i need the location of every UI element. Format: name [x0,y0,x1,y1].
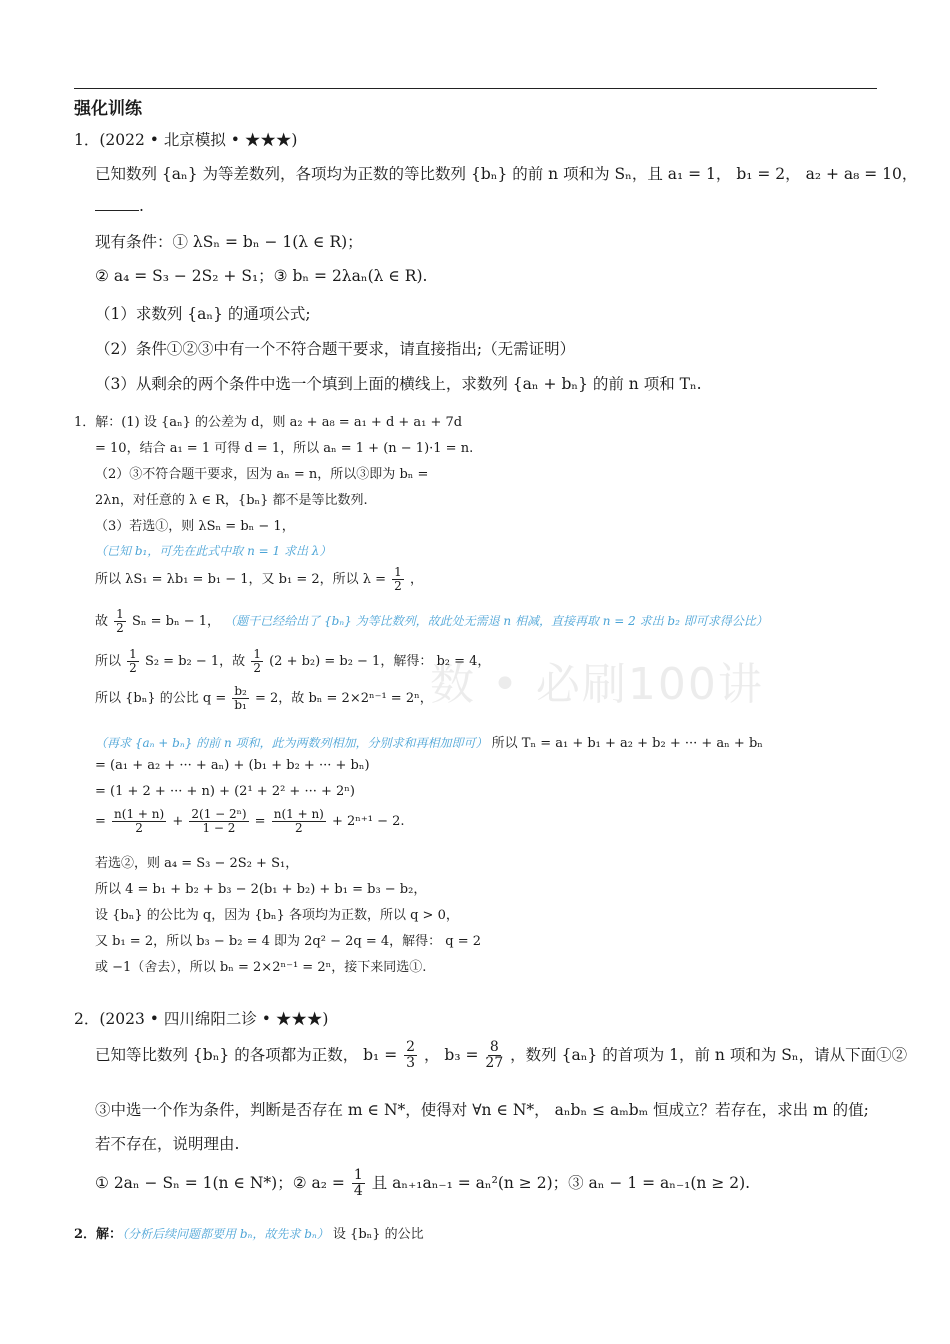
solution1-line-11: = (a₁ + a₂ + ··· + aₙ) + (b₁ + b₂ + ··· + bₙ) [95,758,370,773]
fraction-one-half: $\frac{1}{2}$ [116,607,124,636]
fraction-one-half: $\frac{1}{2}$ [129,647,137,676]
problem1-statement: 已知数列 {aₙ} 为等差数列，各项均为正数的等比数列 {bₙ} 的前 n 项和为 Sₙ，且 a₁ = 1， b₁ = 2， a₂ + a₈ = 10， [95,165,918,183]
problem1-question-3: （3）从剩余的两个条件中选一个填到上面的横线上，求数列 {aₙ + bₙ} 的前 n 项和 Tₙ. [95,375,702,393]
fraction-one-quarter: $\frac{1}{4}$ [353,1167,363,1200]
solution1-line-15: 所以 4 = b₁ + b₂ + b₃ − 2(b₁ + b₂) + b₁ = b₃ − b₂， [95,882,427,897]
solution1-note-3: （再求 {aₙ + bₙ} 的前 n 项和，此为两数列相加，分别求和再相加即可） [95,736,488,750]
solution1-line-2: = 10，结合 a₁ = 1 可得 d = 1，所以 aₙ = 1 + (n − 1)·1 = n. [95,441,474,456]
solution1-line-14: 若选②，则 a₄ = S₃ − 2S₂ + S₁， [95,856,299,871]
header-rule [74,88,877,89]
problem2-header: 2．(2023 • 四川绵阳二诊 • ★★★) [74,1010,329,1028]
fraction-sum-n: $\frac{n(1 + n)}{2}$ [114,807,165,836]
fraction-sum-n-result: $\frac{n(1 + n)}{2}$ [273,807,324,836]
watermark: 数 • 必刷100讲 [430,659,764,710]
answer-blank [95,196,139,211]
problem1-condition-2-3: ② a₄ = S₃ − 2S₂ + S₁；③ bₙ = 2λaₙ(λ ∈ R). [95,267,428,285]
problem2-conditions: ① 2aₙ − Sₙ = 1(n ∈ N*)；② a₂ = $\frac{1}{4}$ 且 aₙ₊₁aₙ₋₁ = aₙ²(n ≥ 2)；③ aₙ − 1 = aₙ₋₁(n ≥ 2). [95,1167,751,1200]
solution1-line-1: 1．解：(1) 设 {aₙ} 的公差为 d，则 a₂ + a₈ = a₁ + d + a₁ + 7d [74,415,463,430]
solution1-line-4: 2λn，对任意的 λ ∈ R，{bₙ} 都不是等比数列. [95,493,368,508]
solution1-line-6: 所以 λS₁ = λb₁ = b₁ − 1，又 b₁ = 2，所以 λ = $\frac{1}{2}$ ， [95,565,423,594]
solution2-line-1: 2．解：（分析后续问题都要用 bₙ，故先求 bₙ） 设 {bₙ} 的公比 [74,1227,424,1242]
problem1-question-2: （2）条件①②③中有一个不符合题干要求，请直接指出;（无需证明） [95,340,576,358]
fraction-two-thirds: $\frac{2}{3}$ [406,1039,416,1072]
solution1-line-3: （2）③不符合题干要求，因为 aₙ = n，所以③即为 bₙ = [95,467,429,482]
problem2-statement-1: 已知等比数列 {bₙ} 的各项都为正数， b₁ = $\frac{2}{3}$ ， b₃ = $\frac{8}{27}$ ，数列 {aₙ} 的首项为 1，前 n 项和为 Sₙ，请从下面①② [95,1039,908,1072]
problem1-blank-line: . [95,196,144,215]
solution1-line-16: 设 {bₙ} 的公比为 q，因为 {bₙ} 各项均为正数，所以 q > 0， [95,908,459,923]
problem1-header: 1．(2022 • 北京模拟 • ★★★) [74,131,298,149]
problem1-question-1: （1）求数列 {aₙ} 的通项公式; [95,305,311,323]
problem2-statement-2: ③中选一个作为条件，判断是否存在 m ∈ N*，使得对 ∀n ∈ N*， aₙbₙ ≤ aₘbₘ 恒成立？若存在，求出 m 的值; [95,1101,869,1119]
solution1-line-9: 所以 {bₙ} 的公比 q = $\frac{\text{b₂}}{\text{b₁}}$ = 2，故 bₙ = 2×2ⁿ⁻¹ = 2ⁿ， [95,684,433,713]
section-title: 强化训练 [74,99,142,119]
problem1-condition-1: 现有条件：① λSₙ = bₙ − 1(λ ∈ R)； [95,233,363,251]
solution1-note-1: （已知 b₁，可先在此式中取 n = 1 求出 λ） [95,544,332,558]
solution1-note-2: （题干已经给出了 {bₙ} 为等比数列，故此处无需退 n 相减，直接再取 n = 2 求出 b₂ 即可求得公比） [224,614,768,629]
fraction-eight-27ths: $\frac{8}{27}$ [485,1039,504,1072]
solution1-line-17: 又 b₁ = 2，所以 b₃ − b₂ = 4 即为 2q² − 2q = 4，解得： q = 2 [95,934,482,949]
solution2-note: （分析后续问题都要用 bₙ，故先求 bₙ） [122,1227,329,1241]
solution1-line-5: （3）若选①，则 λSₙ = bₙ − 1， [95,519,295,534]
problem2-statement-3: 若不存在，说明理由. [95,1135,240,1153]
fraction-geometric-sum: $\frac{\text{2(1 − 2ⁿ)}}{1 - 2}$ [191,807,247,836]
solution1-line-12: = (1 + 2 + ··· + n) + (2¹ + 2² + ··· + 2ⁿ) [95,784,355,799]
solution1-line-10: （再求 {aₙ + bₙ} 的前 n 项和，此为两数列相加，分别求和再相加即可） 所以 Tₙ = a₁ + b₁ + a₂ + b₂ + ··· + aₙ + bₙ [95,736,763,751]
solution1-line-7: 故 $\frac{1}{2}$ Sₙ = bₙ − 1， （题干已经给出了 {bₙ} 为等比数列，故此处无需退 n 相减，直接再取 n = 2 求出 b₂ 即可求得公比） [95,607,768,636]
solution1-line-13: = $\frac{n(1 + n)}{2}$ + $\frac{\text{2(1 − 2ⁿ)}}{1 - 2}$ = $\frac{n(1 + n)}{2}$ + 2ⁿ⁺¹ − 2. [95,807,405,836]
fraction-b2-over-b1: $\frac{\text{b₂}}{\text{b₁}}$ [234,684,247,713]
fraction-one-half: $\frac{1}{2}$ [253,647,261,676]
solution1-line-8: 所以 $\frac{1}{2}$ S₂ = b₂ − 1，故 $\frac{1}{2}$ (2 + b₂) = b₂ − 1，解得： b₂ = 4， [95,647,491,676]
solution1-line-18: 或 −1（舍去），所以 bₙ = 2×2ⁿ⁻¹ = 2ⁿ，接下来同选①. [95,960,427,975]
fraction-one-half: $\frac{1}{2}$ [394,565,402,594]
